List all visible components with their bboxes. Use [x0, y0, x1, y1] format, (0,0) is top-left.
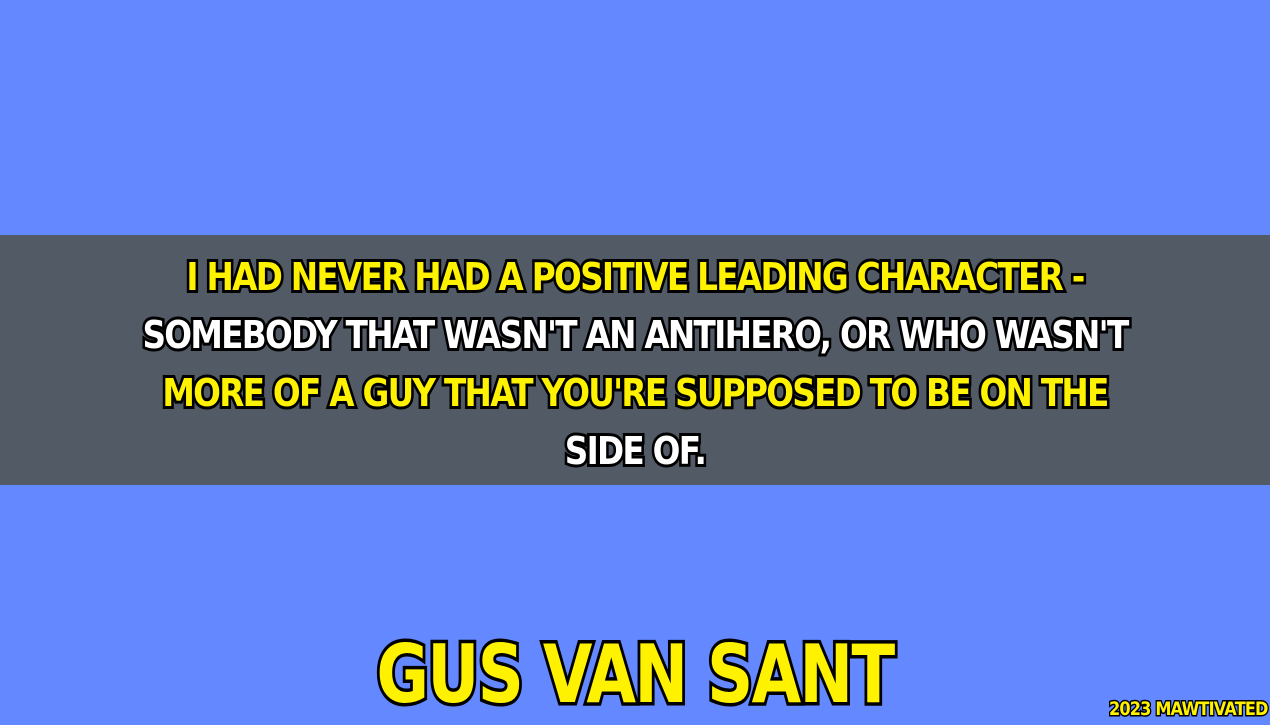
quote-text — [0, 248, 1270, 480]
quote-line-2: SOMEBODY THAT WASN'T AN ANTIHERO, OR WHO WASN'T — [142, 313, 1128, 357]
quote-line-4: SIDE OF. — [564, 429, 706, 473]
author-name: GUS VAN SANT — [376, 628, 894, 721]
quote-line-3: MORE OF A GUY THAT YOU'RE SUPPOSED TO BE ON THE — [162, 371, 1108, 415]
quote-line-1: I HAD NEVER HAD A POSITIVE LEADING CHARACTER - — [186, 255, 1084, 299]
watermark: 2023 MAWTIVATED — [1109, 698, 1268, 720]
